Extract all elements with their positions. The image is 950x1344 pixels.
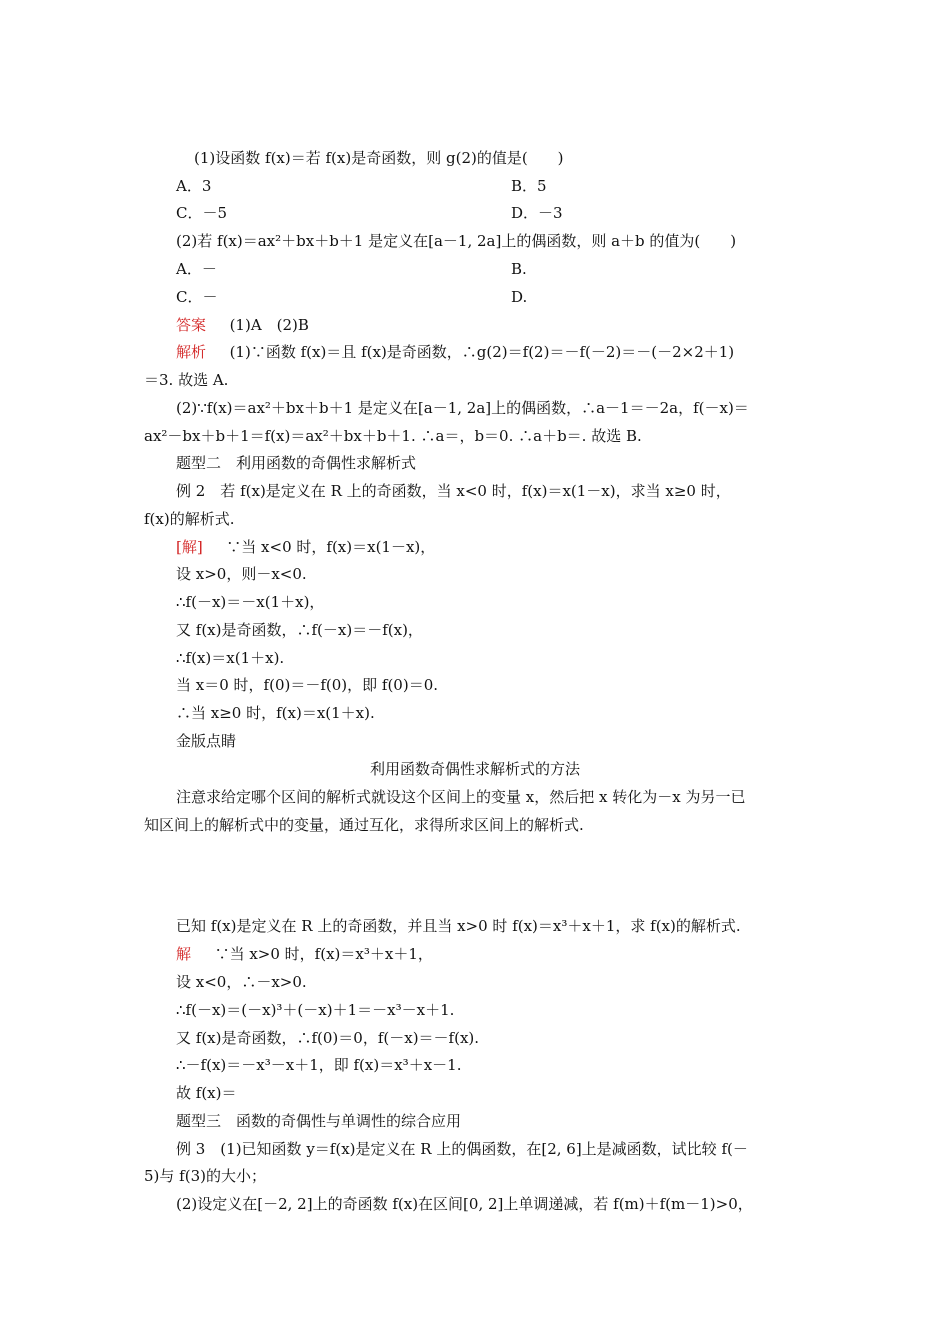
q1-option-a: A．3 [176, 177, 212, 195]
practice-solution-line-3: ∴f(－x)＝(－x)³＋(－x)＋1＝－x³－x＋1. [176, 1001, 455, 1019]
q1-stem: (1)设函数 f(x)＝若 f(x)是奇函数，则 g(2)的值是( ) [194, 149, 564, 167]
q2-stem: (2)若 f(x)＝ax²＋bx＋b＋1 是定义在[a－1, 2a]上的偶函数，则 a＋b 的值为( ) [176, 232, 737, 250]
q1-option-b: B．5 [511, 177, 547, 195]
analysis-text-1: (1)∵函数 f(x)＝且 f(x)是奇函数，∴g(2)＝f(2)＝－f(－2)＝－(－2×2＋1) [229, 343, 735, 361]
type2-heading: 题型二 利用函数的奇偶性求解析式 [176, 454, 417, 472]
practice-solution-label: 解 [176, 945, 192, 963]
q1-option-c: C．－5 [176, 204, 228, 222]
analysis-line-4: ax²－bx＋b＋1＝f(x)＝ax²＋bx＋b＋1. ∴a＝，b＝0. ∴a＋b＝. 故选 B. [144, 427, 642, 445]
solution2-line-4: 又 f(x)是奇函数，∴f(－x)＝－f(x)， [176, 621, 423, 639]
q2-option-d: D. [511, 288, 528, 306]
solution2-line-3: ∴f(－x)＝－x(1＋x)， [176, 593, 325, 611]
solution2-text-1: ∵当 x<0 时，f(x)＝x(1－x)， [226, 538, 436, 556]
analysis-line-3: (2)∵f(x)＝ax²＋bx＋b＋1 是定义在[a－1, 2a]上的偶函数，∴a－1＝－2a，f(－x)＝ [176, 399, 749, 417]
answer-text: (1)A (2)B [229, 316, 309, 334]
tip-label: 金版点睛 [176, 732, 237, 750]
practice-solution-line-6: 故 f(x)＝ [176, 1084, 237, 1102]
tip-title: 利用函数奇偶性求解析式的方法 [369, 760, 580, 778]
tip-line-2: 知区间上的解析式中的变量，通过互化，求得所求区间上的解析式. [144, 816, 584, 834]
q2-option-c: C．－ [176, 288, 218, 306]
example3-line-1: 例 3 (1)已知函数 y＝f(x)是定义在 R 上的偶函数，在[2, 6]上是减函数，试比较 f(－ [176, 1140, 748, 1158]
type3-heading: 题型三 函数的奇偶性与单调性的综合应用 [176, 1112, 462, 1130]
analysis-line-1 [176, 342, 734, 362]
answer-line [176, 315, 309, 335]
practice-solution-line-5: ∴－f(x)＝－x³－x＋1，即 f(x)＝x³＋x－1. [176, 1056, 462, 1074]
example3-line-2: 5)与 f(3)的大小； [144, 1167, 266, 1185]
example3-line-3: (2)设定义在[－2, 2]上的奇函数 f(x)在区间[0, 2]上单调递减，若 f(m)＋f(m－1)>0， [176, 1195, 753, 1213]
solution2-line-5: ∴f(x)＝x(1＋x). [176, 649, 285, 667]
q1-option-d: D．－3 [511, 204, 563, 222]
example2-line-1: 例 2 若 f(x)是定义在 R 上的奇函数，当 x<0 时，f(x)＝x(1－x)，求当 x≥0 时， [176, 482, 731, 500]
analysis-line-2: ＝3. 故选 A. [144, 371, 229, 389]
practice-solution-line-4: 又 f(x)是奇函数，∴f(0)＝0，f(－x)＝－f(x). [176, 1029, 480, 1047]
practice-solution-line-2: 设 x<0，∴－x>0. [176, 973, 307, 991]
solution2-line-1 [176, 537, 435, 557]
practice-stem: 已知 f(x)是定义在 R 上的奇函数，并且当 x>0 时 f(x)＝x³＋x＋1，求 f(x)的解析式. [176, 917, 741, 935]
q2-option-a: A．－ [176, 260, 217, 278]
practice-solution-line-1 [176, 944, 433, 964]
example2-line-2: f(x)的解析式. [144, 510, 235, 528]
solution2-line-2: 设 x>0，则－x<0. [176, 565, 307, 583]
analysis-label: 解析 [176, 343, 207, 361]
solution2-line-6: 当 x＝0 时，f(0)＝－f(0)，即 f(0)＝0. [176, 676, 439, 694]
solution2-label: [解] [176, 538, 203, 556]
tip-line-1: 注意求给定哪个区间的解析式就设这个区间上的变量 x，然后把 x 转化为－x 为另一已 [176, 788, 746, 806]
practice-solution-text-1: ∵当 x>0 时，f(x)＝x³＋x＋1， [214, 945, 433, 963]
answer-label: 答案 [176, 316, 207, 334]
q2-option-b: B. [511, 260, 527, 278]
solution2-line-7: ∴当 x≥0 时，f(x)＝x(1＋x). [176, 704, 375, 722]
